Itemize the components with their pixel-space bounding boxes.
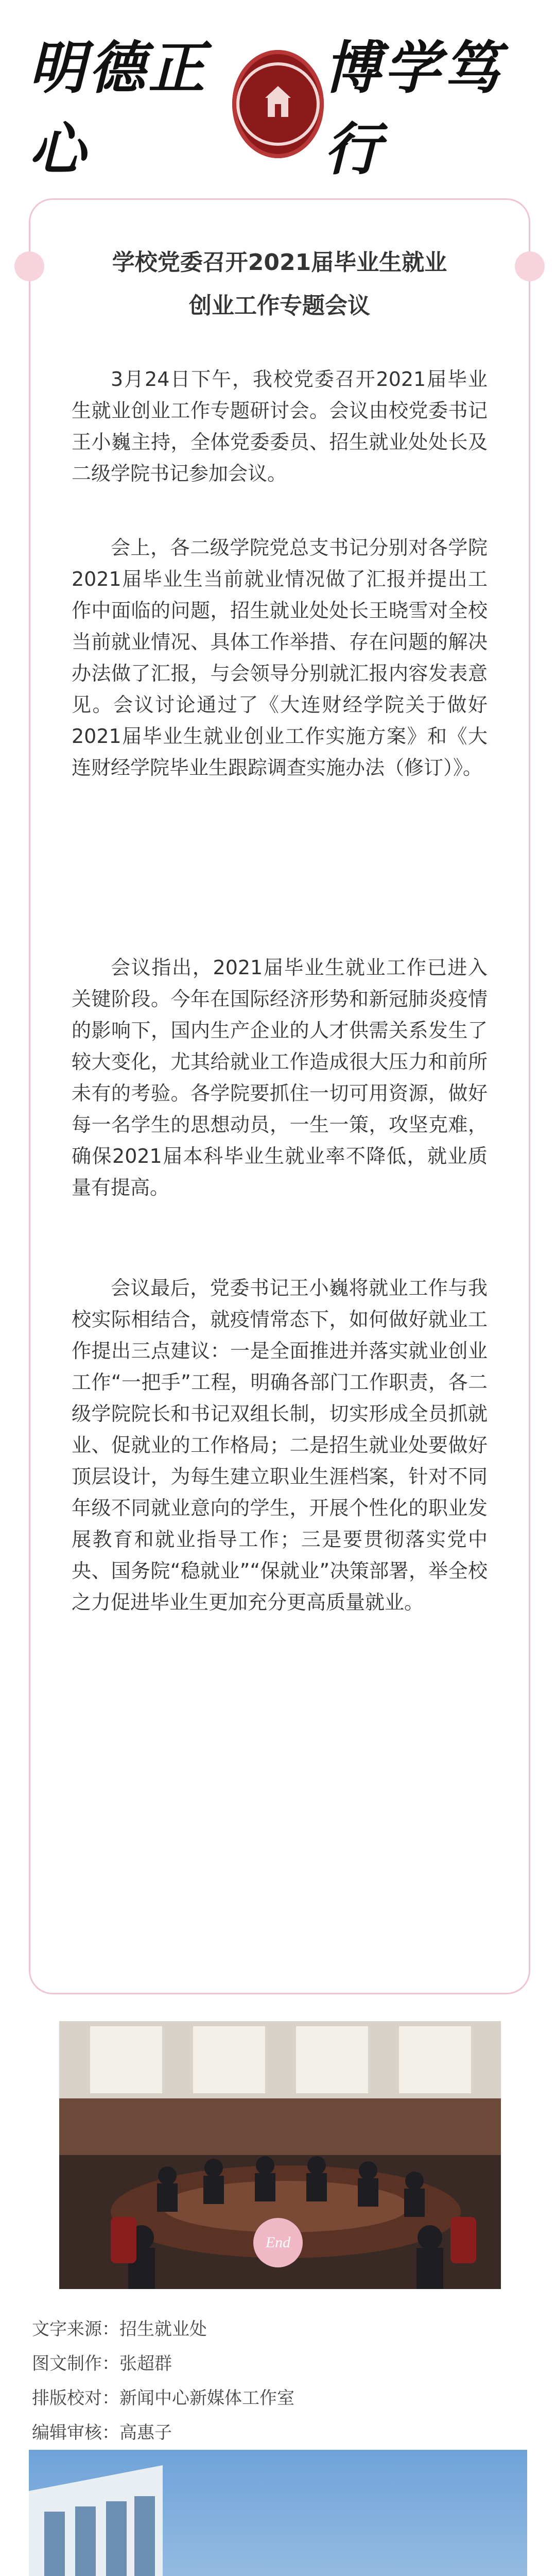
end-badge: End: [253, 2218, 303, 2267]
credit-line: 编辑审核：高惠子: [32, 2422, 172, 2443]
credit-line: 排版校对：新闻中心新媒体工作室: [32, 2388, 294, 2409]
banner-motto-left: 明德正心: [29, 35, 208, 182]
article-title-line2: 创业工作专题会议: [189, 293, 370, 319]
university-seal-icon: [232, 50, 324, 158]
banner-motto-right: 博学笃行: [324, 35, 503, 182]
credit-line: 文字来源：招生就业处: [32, 2319, 207, 2340]
credit-line: 图文制作：张超群: [32, 2353, 172, 2374]
article-paragraph: 3月24日下午，我校党委召开2021届毕业生就业创业工作专题研讨会。会议由校党委书记王小巍主持，全体党委委员、招生就业处处长及二级学院书记参加会议。: [72, 368, 488, 485]
card-notch-left: [14, 251, 44, 281]
article-title-line1: 学校党委召开2021届毕业生就业: [112, 249, 447, 276]
article-paragraph: 会议最后，党委书记王小巍将就业工作与我校实际相结合，就疫情常态下，如何做好就业工作提出三点建议：一是全面推进并落实就业创业工作“一把手”工程，明确各部门工作职责，各二级学院院长和书记双组长制，切实形成全员抓就业、促就业的工作格局；二是招生就业处要做好顶层设计，为每生建立职业生涯档案，针对不同年级不同就业意向的学生，开展个性化的职业发展教育和就业指导工作；三是要贯彻落实党中央、国务院“稳就业”“保就业”决策部署，举全校之力促进毕业生更加充分更高质量就业。: [72, 1277, 488, 1614]
card-notch-right: [515, 251, 545, 281]
article-paragraph: 会上，各二级学院党总支书记分别对各学院2021届毕业生当前就业情况做了汇报并提出工作中面临的问题，招生就业处处长王晓雪对全校当前就业情况、具体工作举措、存在问题的解决办法做了汇报，与会领导分别就汇报内容发表意见。会议讨论通过了《大连财经学院关于做好2021届毕业生就业创业工作实施方案》和《大连财经学院毕业生跟踪调查实施办法（修订）》。: [72, 536, 488, 779]
article-card: [29, 198, 530, 1994]
header-banner: [29, 35, 527, 182]
campus-photo: [29, 2450, 527, 2576]
article-paragraph: 会议指出，2021届毕业生就业工作已进入关键阶段。今年在国际经济形势和新冠肺炎疫情的影响下，国内生产企业的人才供需关系发生了较大变化，尤其给就业工作造成很大压力和前所未有的考验。各学院要抓住一切可用资源，做好每一名学生的思想动员，一生一策，攻坚克难，确保2021届本科毕业生就业率不降低，就业质量有提高。: [72, 956, 488, 1199]
